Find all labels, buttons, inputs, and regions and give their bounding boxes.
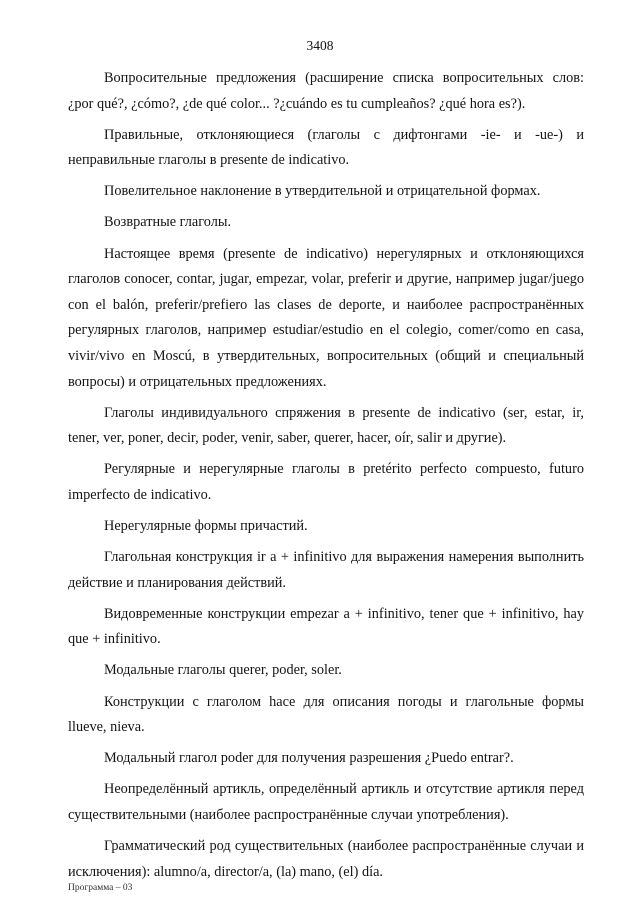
paragraph-regular-verbs: Правильные, отклоняющиеся (глаголы с дифтонгами -ie- и -ue-) и неправильные глаголы в presente de indicativo. [68,126,584,169]
paragraph-aspect-constructions: Видовременные конструкции empezar a + infinitivo, tener que + infinitivo, hay que + infinitivo. [68,605,584,648]
paragraph-ir-a-infinitivo: Глагольная конструкция ir a + infinitivo для выражения намерения выполнить действие и планирования действий. [68,549,584,591]
paragraph-poder-permission: Модальный глагол poder для получения разрешения ¿Puedo entrar?. [104,750,514,767]
footer-label: Программа – 03 [68,883,133,893]
paragraph-articles: Неопределённый артикль, определённый артикль и отсутствие артикля перед существительными (наиболее распространённые случаи употребления). [68,781,584,823]
page-number: 3408 [306,38,334,53]
paragraph-modal-verbs: Модальные глаголы querer, poder, soler. [104,662,342,679]
paragraph-weather-constructions: Конструкции с глаголом hace для описания погоды и глагольные формы llueve, nieva. [68,693,584,736]
paragraph-preterito-futuro: Регулярные и нерегулярные глаголы в pretérito perfecto compuesto, futuro imperfecto de indicativo. [68,461,584,503]
paragraph-irregular-participles: Нерегулярные формы причастий. [104,518,308,534]
document-body [68,66,584,885]
paragraph-imperative-mood: Повелительное наклонение в утвердительной и отрицательной формах. [104,183,541,200]
paragraph-reflexive-verbs: Возвратные глаголы. [104,214,232,231]
paragraph-irregular-conjugation: Глаголы индивидуального спряжения в presente de indicativo (ser, estar, ir, tener, ver, poner, decir, poder, venir, saber, querer, hacer, oír, salir и другие). [68,404,584,447]
paragraph-present-tense: Настоящее время (presente de indicativo) нерегулярных и отклоняющихся глаголов conocer, contar, jugar, empezar, volar, preferir и другие, например jugar/juego con el balón, preferir/prefiero las clases de deporte, и наиболее распространённых регулярных глаголов, например estudiar/estudio en el colegio, comer/como en casa, vivir/vivo en Moscú, в утвердительных, вопросительных (общий и специальный вопросы) и отрицательных предложениях. [68,245,584,390]
paragraph-grammatical-gender: Грамматический род существительных (наиболее распространённые случаи и исключения): alumno/a, director/a, (la) mano, (el) día. [68,838,584,880]
paragraph-interrogative-sentences: Вопросительные предложения (расширение списка вопросительных слов: ¿por qué?, ¿cómo?, ¿de qué color... ?¿cuándo es tu cumpleaños? ¿qué hora es?). [68,70,584,112]
